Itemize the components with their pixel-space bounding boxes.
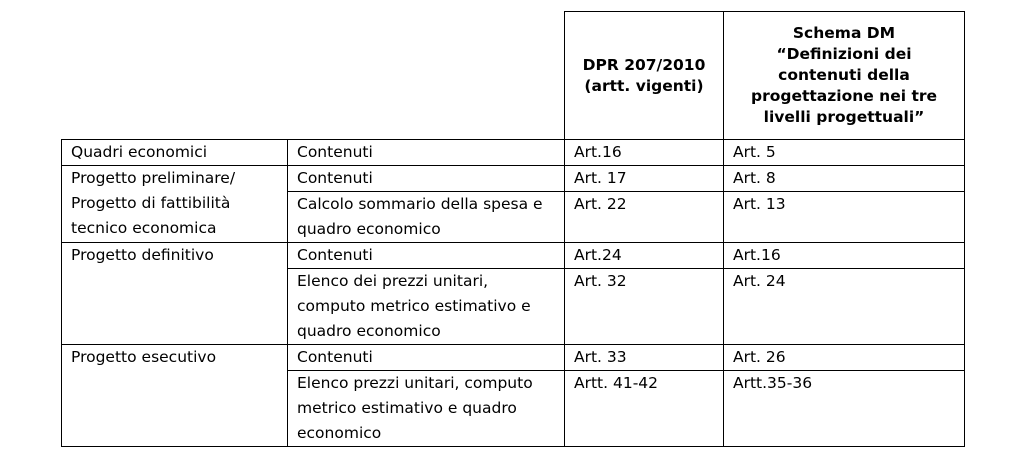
dpr-cell: Art. 17 (565, 166, 724, 192)
item-line: Elenco prezzi unitari, computo (297, 374, 533, 392)
header-dpr-line: (artt. vigenti) (584, 76, 704, 95)
dm-cell: Artt.35-36 (724, 371, 965, 447)
dm-cell: Art. 13 (724, 192, 965, 243)
item-cell (288, 371, 565, 447)
group-label (62, 345, 288, 447)
group-label-line: Progetto preliminare/ (71, 169, 236, 187)
header-dm-line: “Definizioni dei (776, 45, 912, 63)
dpr-cell: Artt. 41-42 (565, 371, 724, 447)
item-line: Contenuti (297, 348, 373, 366)
dm-cell: Art. 5 (724, 140, 965, 166)
item-cell (288, 345, 565, 371)
dpr-cell: Art.24 (565, 243, 724, 269)
dpr-cell: Art. 33 (565, 345, 724, 371)
header-dm-line: Schema DM (792, 24, 896, 42)
item-line: economico (297, 424, 382, 442)
header-dm-line: progettazione nei tre (750, 87, 938, 105)
group-label-line: Quadri economici (71, 143, 208, 161)
header-dm-line: contenuti della (778, 66, 910, 84)
group-label (62, 243, 288, 345)
item-line: computo metrico estimativo e (297, 297, 531, 315)
item-cell (288, 243, 565, 269)
header-dpr (565, 12, 724, 140)
group-label-line: Progetto di fattibilità (71, 194, 231, 212)
item-line: Elenco dei prezzi unitari, (297, 272, 489, 290)
dm-cell: Art. 26 (724, 345, 965, 371)
item-cell (288, 192, 565, 243)
item-line: quadro economico (297, 220, 441, 238)
dm-cell: Art. 8 (724, 166, 965, 192)
item-cell (288, 166, 565, 192)
item-line: Contenuti (297, 246, 373, 264)
table-row (62, 166, 965, 192)
item-line: Calcolo sommario della spesa e (297, 195, 543, 213)
header-dpr-line: DPR 207/2010 (582, 55, 706, 74)
dpr-cell: Art.16 (565, 140, 724, 166)
dpr-cell: Art. 32 (565, 269, 724, 345)
item-cell (288, 269, 565, 345)
dpr-cell: Art. 22 (565, 192, 724, 243)
header-empty-cell (62, 12, 565, 140)
item-line: Contenuti (297, 143, 373, 161)
table-row (62, 243, 965, 269)
table-row (62, 140, 965, 166)
table-row (62, 345, 965, 371)
group-label-line: Progetto definitivo (71, 246, 214, 264)
item-line: metrico estimativo e quadro (297, 399, 517, 417)
group-label-line: tecnico economica (71, 219, 217, 237)
group-label-line: Progetto esecutivo (71, 348, 217, 366)
group-label (62, 140, 288, 166)
header-row (62, 12, 965, 140)
dm-cell: Art. 24 (724, 269, 965, 345)
header-dm-line: livelli progettuali” (763, 108, 925, 126)
group-label (62, 166, 288, 243)
item-cell (288, 140, 565, 166)
item-line: quadro economico (297, 322, 441, 340)
header-schema-dm (724, 12, 965, 140)
item-line: Contenuti (297, 169, 373, 187)
dm-cell: Art.16 (724, 243, 965, 269)
comparison-table (61, 11, 965, 447)
